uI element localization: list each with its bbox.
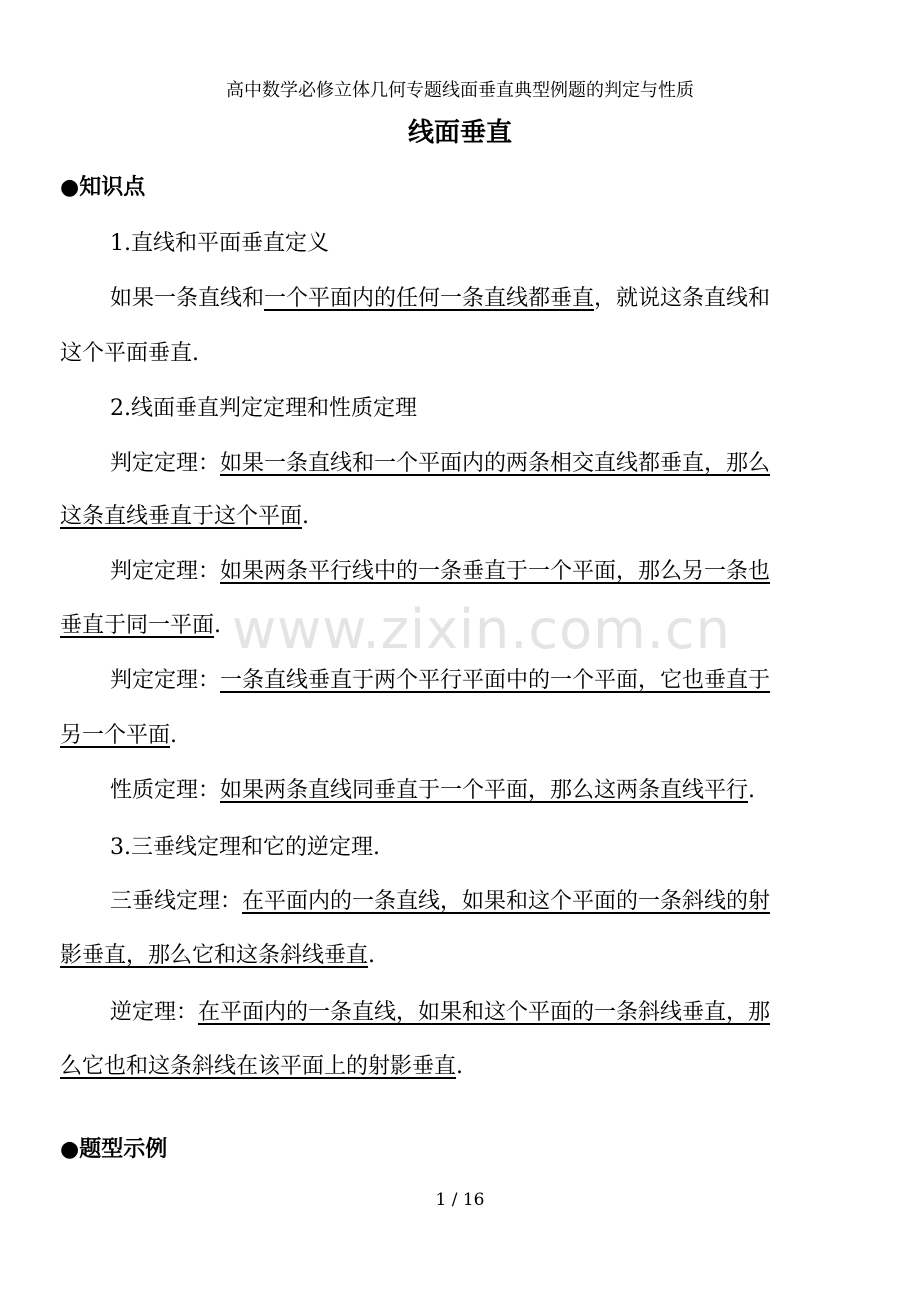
theorem-underlined: 么它也和这条斜线在该平面上的射影垂直 [60, 1054, 457, 1079]
theorem-underlined: 如果两条直线同垂直于一个平面，那么这两条直线平行 [220, 778, 749, 803]
theorem-label: 判定定理： [110, 559, 221, 584]
three-perp-line2 [60, 938, 375, 969]
definition-line1 [110, 281, 770, 312]
theorem-underlined: 在平面内的一条直线，如果和这个平面的一条斜线垂直，那 [198, 1000, 771, 1025]
period: . [748, 778, 756, 803]
theorem-underlined: 一条直线垂直于两个平行平面中的一个平面，它也垂直于 [220, 668, 771, 693]
theorem1-line2 [60, 499, 309, 530]
theorem-underlined: 在平面内的一条直线，如果和这个平面的一条斜线的射 [242, 889, 771, 914]
section-heading-examples: ●题型示例 [60, 1137, 168, 1162]
item3-heading: 3.三垂线定理和它的逆定理. [110, 835, 380, 860]
theorem1-line1 [110, 446, 770, 477]
converse-line1 [110, 995, 770, 1026]
period: . [302, 504, 310, 529]
period: . [456, 1054, 464, 1079]
property-theorem [110, 773, 755, 804]
theorem3-line1 [110, 663, 770, 694]
theorem-underlined: 如果一条直线和一个平面内的两条相交直线都垂直，那么 [220, 451, 771, 476]
theorem-underlined: 另一个平面 [60, 723, 171, 748]
theorem-underlined: 这条直线垂直于这个平面 [60, 504, 303, 529]
page-number: 1 / 16 [435, 1190, 485, 1210]
item2-heading: 2.线面垂直判定定理和性质定理 [110, 396, 417, 421]
theorem2-line2 [60, 608, 221, 639]
converse-line2 [60, 1049, 463, 1080]
theorem-label: 判定定理： [110, 668, 221, 693]
document-header: 高中数学必修立体几何专题线面垂直典型例题的判定与性质 [226, 80, 694, 101]
theorem-label: 判定定理： [110, 451, 221, 476]
theorem-underlined: 如果两条平行线中的一条垂直于一个平面，那么另一条也 [220, 559, 771, 584]
theorem2-line1 [110, 554, 770, 585]
definition-text: ，就说这条直线和 [594, 286, 771, 311]
definition-text: 如果一条直线和 [110, 286, 265, 311]
theorem-label: 逆定理： [110, 1000, 199, 1025]
theorem-label: 性质定理： [110, 778, 221, 803]
page-title: 线面垂直 [407, 118, 512, 148]
theorem-underlined: 影垂直，那么它和这条斜线垂直 [60, 943, 369, 968]
definition-underlined: 一个平面内的任何一条直线都垂直 [264, 286, 595, 311]
definition-line2: 这个平面垂直. [60, 341, 199, 366]
theorem-underlined: 垂直于同一平面 [60, 613, 215, 638]
three-perp-line1 [110, 884, 770, 915]
period: . [170, 723, 178, 748]
period: . [368, 943, 376, 968]
theorem-label: 三垂线定理： [110, 889, 243, 914]
period: . [214, 613, 222, 638]
item1-heading: 1.直线和平面垂直定义 [110, 231, 329, 256]
theorem3-line2 [60, 718, 177, 749]
section-heading-knowledge: ●知识点 [60, 175, 146, 200]
watermark: www.zixin.com.cn [232, 598, 731, 661]
